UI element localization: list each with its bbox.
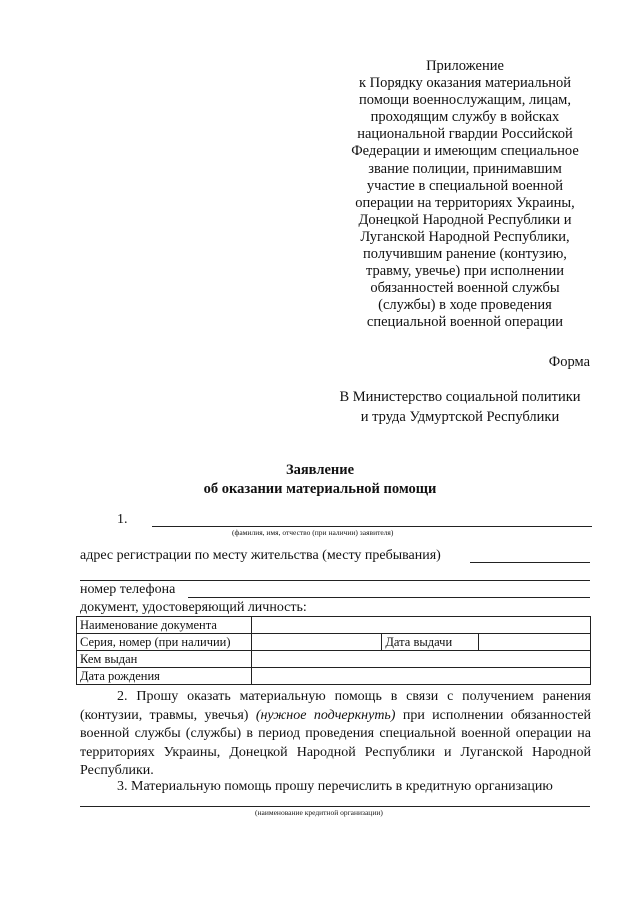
table-row — [77, 651, 591, 668]
doc-series-cell[interactable] — [251, 634, 382, 651]
credit-organization-caption: (наименование кредитной организации) — [255, 808, 383, 817]
doc-birth-date-label: Дата рождения — [77, 668, 252, 685]
applicant-name-field[interactable] — [152, 526, 592, 527]
annex-line: специальной военной операции — [366, 314, 564, 331]
table-row — [77, 617, 591, 634]
item-number: 1. — [117, 512, 128, 527]
annex-title: Приложение — [426, 58, 504, 74]
annex-line: Федерации и имеющим специальное — [351, 143, 579, 160]
annex-line: национальной гвардии Российской — [357, 126, 573, 143]
annex-line: к Порядку оказания материальной — [359, 75, 571, 92]
credit-organization-field[interactable] — [80, 806, 590, 807]
paragraph-2-rest: при исполнении обязанностей военной службы (службы) в период проведения специальной военной операции на территориях Украины, Донецкой Народной Республики и Луганской Народной Республики. — [80, 707, 592, 778]
annex-line: Луганской Народной Республики, — [360, 228, 570, 245]
address-label: адрес регистрации по месту жительства (месту пребывания) — [80, 548, 441, 563]
doc-birth-date-cell[interactable] — [251, 668, 590, 685]
addressee-block — [330, 387, 590, 427]
doc-issued-by-cell[interactable] — [251, 651, 590, 668]
doc-issue-date-cell[interactable] — [479, 634, 591, 651]
annex-line: проходящим службу в войсках — [370, 109, 560, 126]
document-title: Заявление — [285, 462, 355, 478]
addressee-line-2: и труда Удмуртской Республики — [360, 409, 560, 425]
phone-label: номер телефона — [80, 582, 176, 597]
paragraph-2-italic-note: (нужное подчеркнуть) — [255, 707, 396, 723]
annex-line: обязанностей военной службы — [370, 280, 560, 297]
addressee-line-1: В Министерство социальной политики — [339, 389, 581, 405]
annex-line: получившим ранение (контузию, — [363, 246, 567, 263]
annex-line: звание полиции, принимавшим — [368, 160, 562, 177]
annex-block — [340, 58, 590, 332]
doc-issued-by-label: Кем выдан — [77, 651, 252, 668]
paragraph-3: 3. Материальную помощь прошу перечислить в кредитную организацию — [117, 779, 553, 794]
doc-name-cell[interactable] — [251, 617, 590, 634]
annex-line: операции на территориях Украины, — [355, 194, 575, 211]
annex-line: (службы) в ходе проведения — [378, 297, 552, 314]
paragraph-2 — [80, 688, 591, 781]
table-row — [77, 668, 591, 685]
annex-line: участие в специальной военной — [366, 177, 564, 194]
document-label: документ, удостоверяющий личность: — [80, 600, 307, 615]
doc-issue-date-label: Дата выдачи — [382, 634, 479, 651]
address-field-continuation[interactable] — [80, 580, 590, 581]
annex-line: помощи военнослужащим, лицам, — [359, 92, 571, 109]
document-subtitle: об оказании материальной помощи — [203, 481, 437, 497]
table-row — [77, 634, 591, 651]
applicant-name-caption: (фамилия, имя, отчество (при наличии) заявителя) — [232, 528, 394, 537]
doc-series-label: Серия, номер (при наличии) — [77, 634, 252, 651]
identity-document-table — [76, 616, 591, 685]
doc-name-label: Наименование документа — [77, 617, 252, 634]
address-field[interactable] — [470, 562, 590, 563]
paragraph-2-intro: 2. Прошу оказать материальную помощь в связи с получением ранения (контузии, травмы, увечья) — [80, 689, 591, 723]
annex-line: травму, увечье) при исполнении — [365, 263, 565, 280]
form-label: Форма — [548, 354, 590, 370]
phone-field[interactable] — [188, 597, 590, 598]
annex-line: Донецкой Народной Республики и — [358, 211, 572, 228]
